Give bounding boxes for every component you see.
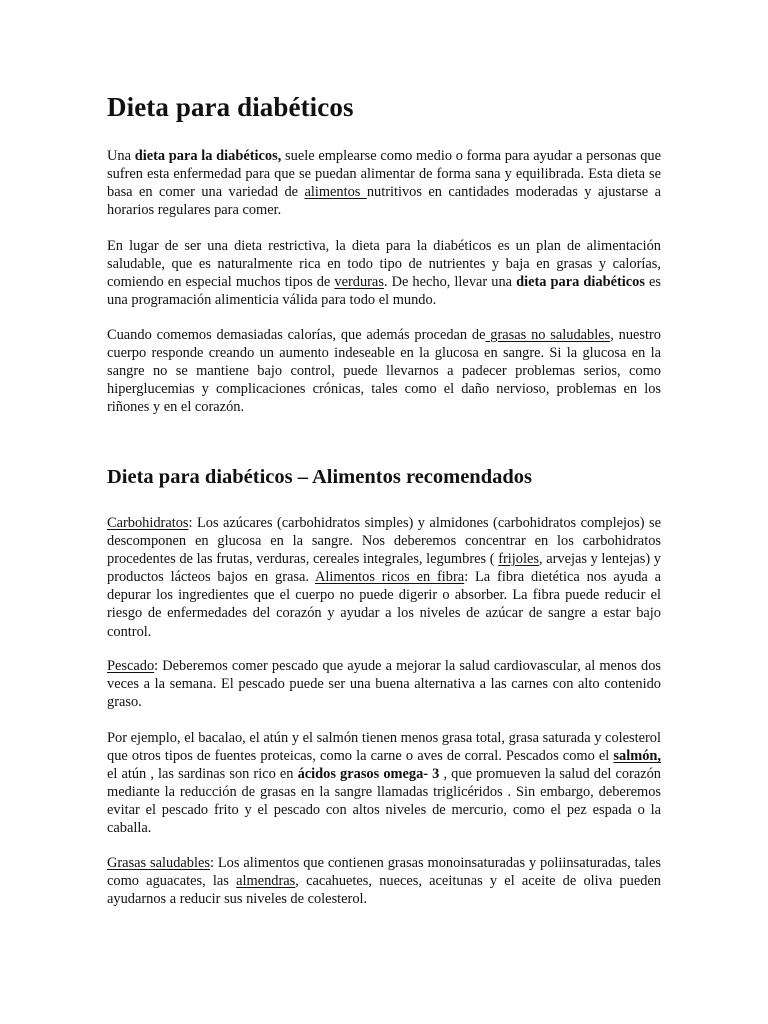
paragraph-pescado	[107, 657, 661, 711]
bold-text: ácidos grasos omega- 3	[297, 766, 440, 783]
text: el atún , las sardinas son rico en	[107, 766, 298, 783]
text: , nuestro cuerpo responde creando un aumento indeseable en la glucosa en sangre. Si la glucosa en la sangre no se mantiene bajo control, puede llevarnos a padecer problemas serios, como hiperglucemias y complicaciones crónicas, tales como el daño nervioso, problemas en los riñones y en el corazón.	[107, 327, 662, 416]
page-title: Dieta para diabéticos	[107, 92, 354, 122]
link-frijoles[interactable]: frijoles	[498, 551, 539, 568]
paragraph-intro	[107, 147, 661, 219]
paragraph-carbohidratos	[107, 514, 661, 641]
text: Una	[107, 148, 135, 164]
link-grasas-saludables[interactable]: Grasas saludables	[107, 855, 210, 871]
paragraph-calorias	[107, 326, 661, 416]
text: Por ejemplo, el bacalao, el atún y el salmón tienen menos grasa total, grasa saturada y colesterol que otros tipos de fuentes proteicas, como la carne o aves de corral. Pescados como el	[107, 730, 661, 765]
text: Cuando comemos demasiadas calorías, que además procedan de	[107, 327, 486, 343]
link-grasas-no-saludables[interactable]: grasas no saludables	[485, 327, 611, 343]
link-alimentos[interactable]: alimentos	[304, 184, 367, 201]
link-salmon[interactable]: salmón,	[613, 748, 661, 765]
text: , arvejas y lentejas) y productos lácteos bajos en grasa.	[107, 551, 662, 586]
text: nutritivos en cantidades moderadas y ajustarse a horarios regulares para comer.	[107, 184, 661, 219]
text: : Deberemos comer pescado que ayude a mejorar la salud cardiovascular, al menos dos veces a la semana. El pescado puede ser una buena alternativa a las carnes con alto contenido graso.	[107, 658, 661, 711]
link-alimentos-fibra[interactable]: Alimentos ricos en fibra	[315, 569, 465, 586]
link-pescado[interactable]: Pescado	[107, 658, 155, 674]
link-almendras[interactable]: almendras	[236, 873, 296, 890]
text: : Los azúcares (carbohidratos simples) y almidones (carbohidratos complejos) se descomponen en glucosa en la sangre. Nos deberemos concentrar en los carbohidratos procedentes de las frutas, verduras, cereales integrales, legumbres (	[107, 515, 661, 568]
text: . De hecho, llevar una	[383, 274, 517, 291]
paragraph-ejemplo	[107, 729, 661, 838]
paragraph-plan	[107, 237, 661, 309]
bold-text: dieta para diabéticos	[516, 274, 645, 291]
link-verduras[interactable]: verduras	[334, 274, 384, 291]
link-carbohidratos[interactable]: Carbohidratos	[107, 515, 189, 531]
bold-text: dieta para la diabéticos,	[134, 148, 282, 164]
text: es una programación alimenticia válida para todo el mundo.	[107, 274, 661, 309]
text: , que promueven la salud del corazón mediante la reducción de grasas en la sangre llamadas triglicéridos . Sin embargo, deberemos evitar el pescado frito y el pescado con altos niveles de mercurio, como el pez espada o la caballa.	[107, 766, 661, 837]
text: , cacahuetes, nueces, aceitunas y el aceite de oliva pueden ayudarnos a reducir sus niveles de colesterol.	[107, 873, 661, 908]
text: En lugar de ser una dieta restrictiva, la dieta para la diabéticos es un plan de alimentación saludable, que es naturalmente rica en todo tipo de nutrientes y baja en grasas y calorías, comiendo en especial muchos tipos de	[107, 238, 661, 291]
text: : Los alimentos que contienen grasas monoinsaturadas y poliinsaturadas, tales como aguacates, las	[107, 855, 662, 890]
paragraph-grasas-saludables	[107, 854, 661, 908]
text: suele emplearse como medio o forma para ayudar a personas que sufren esta enfermedad para que se puedan alimentar de forma sana y equilibrada. Esta dieta se basa en comer una variedad de	[107, 148, 661, 201]
text: : La fibra dietética nos ayuda a depurar los ingredientes que el cuerpo no puede digerir o absorber. La fibra puede reducir el riesgo de enfermedades del corazón y ayudar a los niveles de azúcar de sangre a estar bajo control.	[107, 569, 661, 640]
section-heading: Dieta para diabéticos – Alimentos recomendados	[107, 466, 532, 488]
